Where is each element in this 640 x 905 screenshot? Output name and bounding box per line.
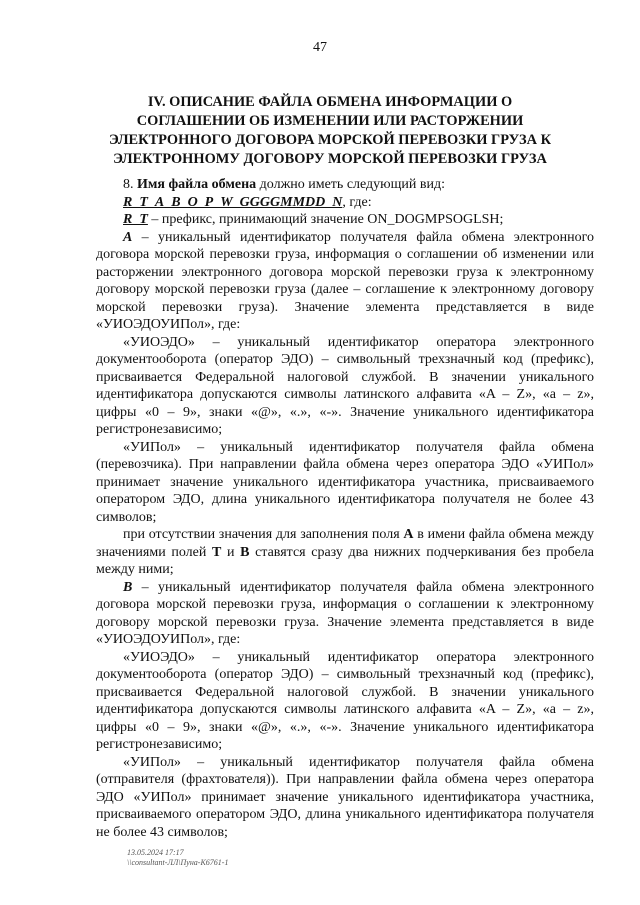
heading-line: ЭЛЕКТРОННОМУ ДОГОВОРУ МОРСКОЙ ПЕРЕВОЗКИ ГРУЗА <box>113 151 547 167</box>
paragraph-field-b <box>96 579 594 649</box>
item-number: 8. <box>123 177 134 192</box>
paragraph-text: – уникальный идентификатор получателя файла обмена электронного договора морской перевозки груза, информация о соглашении к электронному договору морской перевозки груза. Значение элемента представляется в виде «УИОЭДОУИПол», где: <box>96 579 594 647</box>
heading-line: ЭЛЕКТРОННОГО ДОГОВОРА МОРСКОЙ ПЕРЕВОЗКИ ГРУЗА К <box>108 132 552 148</box>
paragraph-text: «УИОЭДО» – уникальный идентификатор оператора электронного документооборота (оператор ЭДО) – символьный трехзначный код (префикс), присваивается Федеральной налоговой службой. В значении уникального идентификатора допускаются символы латинского алфавита «A – Z», «a – z», цифры «0 – 9», знаки «@», «.», «-». Значение уникального идентификатора регистронезависимо; <box>96 649 594 752</box>
field-letter: В <box>240 544 250 560</box>
paragraph-text: «УИОЭДО» – уникальный идентификатор оператора электронного документооборота (оператор ЭДО) – символьный трехзначный код (префикс), присваивается Федеральной налоговой службой. В значении уникального идентификатора допускаются символы латинского алфавита «A – Z», «a – z», цифры «0 – 9», знаки «@», «.», «-». Значение уникального идентификатора регистронезависимо; <box>96 334 594 437</box>
paragraph-text: «УИПол» – уникальный идентификатор получателя файла обмена (отправителя (фрахтователя)). При направлении файла обмена через оператора ЭДО «УИПол» принимает значение уникального идентификатора участника, присваиваемого оператором ЭДО, длина уникального идентификатора получателя не более 43 символов; <box>96 754 594 840</box>
field-code: B <box>123 579 133 595</box>
heading-line: СОГЛАШЕНИИ ОБ ИЗМЕНЕНИИ ИЛИ РАСТОРЖЕНИИ <box>136 113 524 129</box>
paragraph-text: «УИПол» – уникальный идентификатор получателя файла обмена (перевозчика). При направлении файла обмена через оператора ЭДО «УИПол» принимает значение уникального идентификатора участника, присваиваемого оператором ЭДО, длина уникального идентификатора получателя не более 43 символов; <box>96 439 594 525</box>
page-number: 47 <box>313 40 327 55</box>
paragraph-text: – уникальный идентификатор получателя файла обмена электронного договора морской перевозки груза, информация о соглашении об изменении или расторжении электронного договора морской перевозки груза к электронному договору морской перевозки груза (далее – соглашение к электронному договору морской перевозки груза). Значение элемента представляется в виде «УИОЭДОУИПол», где: <box>96 229 594 332</box>
field-code: R_T <box>123 212 148 227</box>
paragraph-field-a <box>96 229 594 334</box>
field-code: A <box>123 229 133 245</box>
paragraph-text: должно иметь следующий вид: <box>256 177 446 192</box>
footer-timestamp: 13.05.2024 17:17 <box>127 848 184 857</box>
paragraph-empty-field-rule: при отсутствии значения для заполнения поля А в имени файла обмена между значениями полей Т и В ставятся сразу два нижних подчеркивания без пробела между ними; <box>96 527 594 577</box>
paragraph-filename-pattern <box>96 194 594 212</box>
footer-stamp <box>127 848 228 868</box>
field-letter: А <box>403 527 414 542</box>
paragraph-prefix <box>96 211 594 229</box>
section-heading <box>70 93 590 169</box>
field-letter: Т <box>211 544 222 560</box>
bold-term: Имя файла обмена <box>137 177 257 192</box>
heading-line: IV. ОПИСАНИЕ ФАЙЛА ОБМЕНА ИНФОРМАЦИИ О <box>147 94 513 110</box>
filename-pattern: R_T_A_B_O_P_W_GGGGMMDD_N <box>123 194 343 210</box>
paragraph-text: – префикс, принимающий значение ON_DOGMPSOGLSH; <box>147 212 504 227</box>
paragraph-text: , где: <box>342 194 372 210</box>
footer-path: \\consultant-ЛЛ\Пуна-К6761-1 <box>127 858 229 867</box>
paragraph-item-8 <box>96 176 594 194</box>
document-body <box>96 176 594 841</box>
